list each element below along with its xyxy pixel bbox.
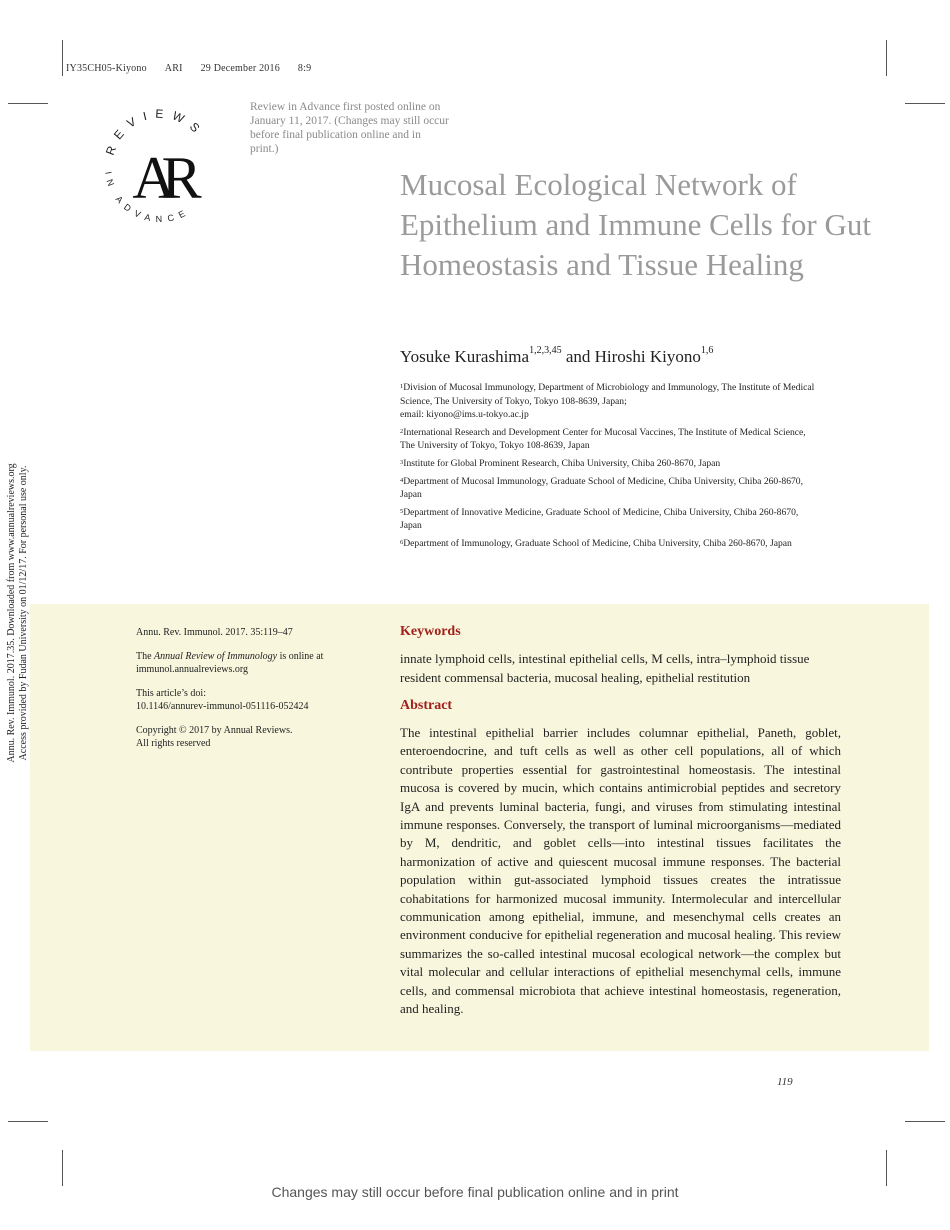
affiliation-text: Department of Innovative Medicine, Graduate School of Medicine, Chiba University, Chiba 260-8670, Japan	[400, 506, 799, 532]
download-line: Annu. Rev. Immunol. 2017.35. Downloaded from www.annualreviews.org	[6, 463, 17, 763]
logo-mark: AR	[132, 145, 188, 211]
affiliation-number: 4	[400, 476, 404, 484]
affiliation-email: email: kiyono@ims.u-tokyo.ac.jp	[400, 409, 529, 421]
header-date: 29 December 2016	[200, 63, 280, 74]
citation: Annu. Rev. Immunol. 2017. 35:119–47	[136, 627, 293, 638]
affiliation-text: Institute for Global Prominent Research, Chiba University, Chiba 260-8670, Japan	[403, 457, 721, 469]
affiliation-text: Department of Immunology, Graduate School of Medicine, Chiba University, Chiba 260-8670, Japan	[403, 537, 792, 549]
running-header	[66, 63, 329, 74]
copyright: Copyright © 2017 by Annual Reviews.	[136, 724, 293, 736]
keywords-text: innate lymphoid cells, intestinal epithelial cells, M cells, intra–lymphoid tissue resident commensal bacteria, mucosal healing, epithelial restitution	[400, 651, 810, 685]
affiliation-number: 1	[400, 383, 404, 390]
copyright-block	[136, 724, 366, 751]
affiliation-item	[400, 426, 820, 453]
article-metadata	[136, 626, 366, 761]
crop-mark	[886, 1150, 887, 1186]
affiliation-item	[400, 381, 820, 422]
affiliation-number: 2	[400, 427, 404, 435]
footer-notice: Changes may still occur before final publication online and in print	[271, 1184, 679, 1200]
online-pre: The	[136, 650, 152, 662]
doi-label: This article’s doi:	[136, 687, 206, 699]
journal-name: Annual Review of Immunology	[154, 650, 278, 662]
crop-mark	[62, 40, 63, 76]
keywords-heading: Keywords	[400, 624, 461, 639]
crop-mark	[905, 1121, 945, 1122]
abstract-text: The intestinal epithelial barrier includes columnar epithelial, Paneth, goblet, enteroendocrine, and tuft cells as well as other cell populations, all of which contribute properties essential for gastrointestinal homeostasis. The intestinal mucosa is covered by mucin, which contains antimicrobial peptides and secretory IgA and prevents luminal bacteria, fungi, and viruses from stimulating intestinal immune responses. Conversely, the transport of luminal microorganisms—mediated by M, dendritic, and goblet cells—into intestinal tissues facilitates the harmonization of active and quiescent mucosal immune responses. The bacterial population within gut-associated lymphoid tissues creates the intratissue cohabitations for harmonized mucosal immunity. Intermolecular and intercellular communication among epithelial, immune, and mesenchymal cells creates an environment conducive for epithelial regeneration and mucosal healing. This review summarizes the so-called intestinal mucosal ecological network—the complex but vital molecular and cellular interactions of epithelial mesenchymal cells, immune cells, and commensal microbiota that achieve intestinal homeostasis, regeneration, and healing.	[400, 725, 841, 1017]
affiliation-number: 5	[400, 507, 404, 515]
crop-mark	[62, 1150, 63, 1186]
affiliation-number: 6	[400, 538, 404, 546]
affiliation-text: Department of Mucosal Immunology, Graduate School of Medicine, Chiba University, Chiba 260-8670, Japan	[400, 475, 803, 501]
header-code: IY35CH05-Kiyono	[66, 63, 147, 74]
access-line: Access provided by Fudan University on 01/12/17. For personal use only.	[18, 465, 29, 761]
download-notice	[6, 413, 30, 813]
author-affiliation-marks: 1,2,3,45	[529, 345, 562, 356]
affiliation-item	[400, 506, 820, 533]
abstract-heading: Abstract	[400, 698, 453, 713]
page-number: 119	[777, 1076, 793, 1088]
affiliation-text: International Research and Development Center for Mucosal Vaccines, The Institute of Medical Science, The University of Tokyo, Tokyo 108-8639, Japan	[400, 426, 806, 452]
affiliation-number: 3	[400, 458, 404, 466]
author-conjunction: and	[565, 347, 591, 366]
affiliations	[400, 381, 820, 555]
review-in-advance-notice: Review in Advance first posted online on January 11, 2017. (Changes may still occur before final publication online and in print.)	[250, 101, 449, 155]
header-time: 8:9	[297, 63, 312, 74]
article-title: Mucosal Ecological Network of Epithelium and Immune Cells for Gut Homeostasis and Tissue Healing	[400, 167, 871, 282]
crop-mark	[8, 1121, 48, 1122]
crop-mark	[905, 103, 945, 104]
rights: All rights reserved	[136, 738, 211, 749]
affiliation-item	[400, 475, 820, 502]
logo-bottom-arc: IN ADVANCE	[103, 170, 193, 225]
reviews-in-advance-logo	[95, 95, 225, 235]
author-name: Hiroshi Kiyono	[594, 347, 701, 366]
online-post: is online at	[279, 650, 324, 662]
affiliation-item	[400, 457, 820, 471]
doi-block	[136, 687, 366, 714]
header-ari: ARI	[164, 63, 183, 74]
crop-mark	[8, 103, 48, 104]
crop-mark	[886, 40, 887, 76]
logo-top-arc: REVIEWS	[102, 106, 208, 158]
author-name: Yosuke Kurashima	[400, 347, 530, 366]
doi-link[interactable]: 10.1146/annurev-immunol-051116-052424	[136, 701, 309, 712]
affiliation-item	[400, 537, 820, 551]
author-list	[400, 347, 713, 367]
journal-link[interactable]: immunol.annualreviews.org	[136, 664, 249, 675]
author-affiliation-marks: 1,6	[700, 345, 714, 356]
affiliation-text: Division of Mucosal Immunology, Department of Microbiology and Immunology, The Institute of Medical Science, The University of Tokyo, Tokyo 108-8639, Japan;	[400, 382, 815, 407]
online-availability	[136, 650, 366, 677]
